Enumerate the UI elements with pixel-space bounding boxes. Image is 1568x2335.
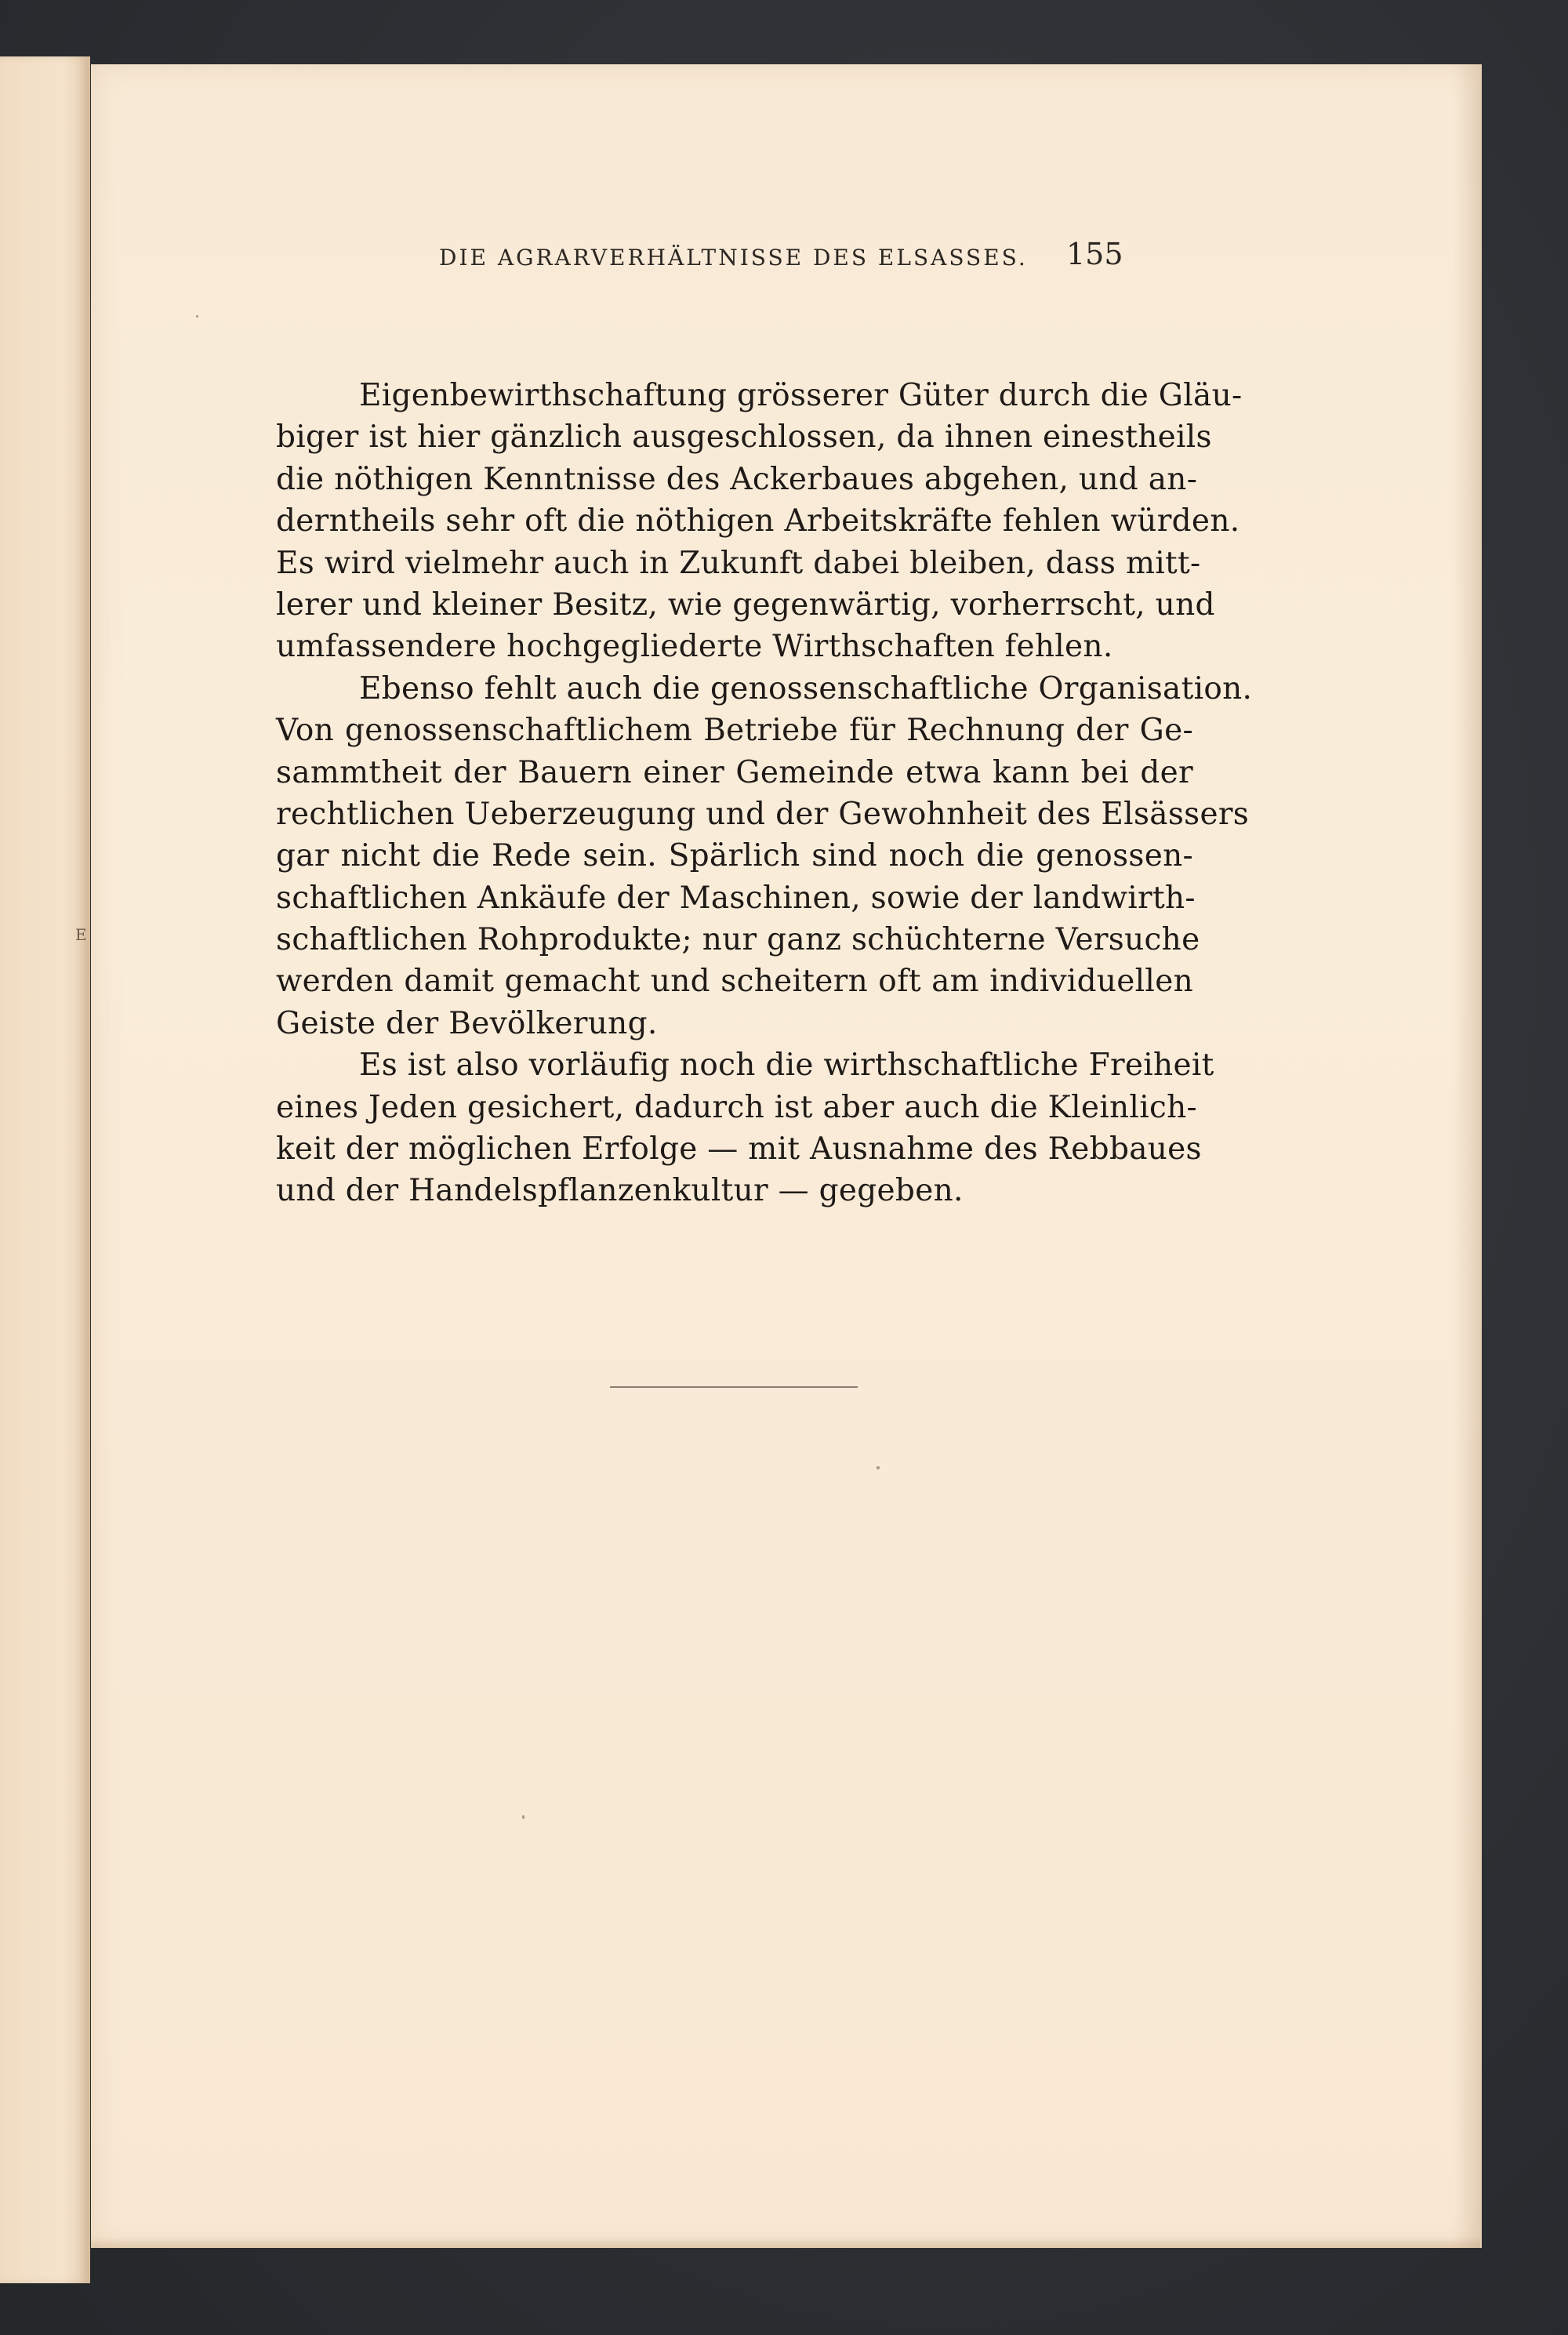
text-line: werden damit gemacht und scheitern oft am individuellen bbox=[276, 964, 1193, 1000]
text-line: Ebenso fehlt auch die genossenschaftliche Organisation. bbox=[359, 670, 1253, 706]
text-line: die nöthigen Kenntnisse des Ackerbaues abgehen, und an- bbox=[276, 461, 1198, 497]
page-number: 155 bbox=[1066, 237, 1123, 271]
page-fold-shadow bbox=[1454, 64, 1480, 2248]
paragraph bbox=[276, 375, 1243, 668]
dust-speck bbox=[196, 315, 198, 318]
text-line: umfassendere hochgegliederte Wirthschaften fehlen. bbox=[276, 629, 1113, 665]
section-divider bbox=[610, 1386, 858, 1388]
text-line: rechtlichen Ueberzeugung und der Gewohnheit des Elsässers bbox=[276, 796, 1250, 832]
text-line: lerer und kleiner Besitz, wie gegenwärtig, vorherrscht, und bbox=[276, 586, 1215, 623]
text-line: biger ist hier gänzlich ausgeschlossen, da ihnen einestheils bbox=[276, 419, 1212, 456]
margin-mark: E bbox=[75, 925, 87, 944]
text-line: Geiste der Bevölkerung. bbox=[276, 1005, 658, 1041]
text-line: Von genossenschaftlichem Betriebe für Rechnung der Ge- bbox=[276, 713, 1193, 749]
text-line: Es wird vielmehr auch in Zukunft dabei bleiben, dass mitt- bbox=[276, 545, 1201, 581]
paragraph bbox=[276, 668, 1253, 1045]
paragraph bbox=[276, 1044, 1214, 1212]
text-line: schaftlichen Rohprodukte; nur ganz schüchterne Versuche bbox=[276, 922, 1200, 958]
running-title: DIE AGRARVERHÄLTNISSE DES ELSASSES. bbox=[439, 245, 1028, 271]
text-line: keit der möglichen Erfolge — mit Ausnahme des Rebbaues bbox=[276, 1131, 1202, 1168]
text-line: schaftlichen Ankäufe der Maschinen, sowie der landwirth- bbox=[276, 880, 1196, 916]
text-line: gar nicht die Rede sein. Spärlich sind noch die genossen- bbox=[276, 838, 1193, 874]
page-bottom-edge bbox=[91, 2237, 1480, 2248]
body-text bbox=[276, 375, 1253, 1212]
dust-speck bbox=[877, 1466, 880, 1469]
text-line: sammtheit der Bauern einer Gemeinde etwa kann bei der bbox=[276, 754, 1193, 790]
dust-speck bbox=[522, 1815, 524, 1819]
previous-page-edge bbox=[0, 56, 90, 2283]
text-line: und der Handelspflanzenkultur — gegeben. bbox=[276, 1173, 964, 1209]
text-line: Eigenbewirthschaftung grösserer Güter durch die Gläu- bbox=[359, 378, 1243, 413]
text-line: Es ist also vorläufig noch die wirthschaftliche Freiheit bbox=[359, 1048, 1214, 1084]
running-header bbox=[282, 234, 1348, 281]
text-line: eines Jeden gesichert, dadurch ist aber auch die Kleinlich- bbox=[276, 1089, 1198, 1125]
text-line: derntheils sehr oft die nöthigen Arbeitskräfte fehlen würden. bbox=[276, 503, 1240, 539]
